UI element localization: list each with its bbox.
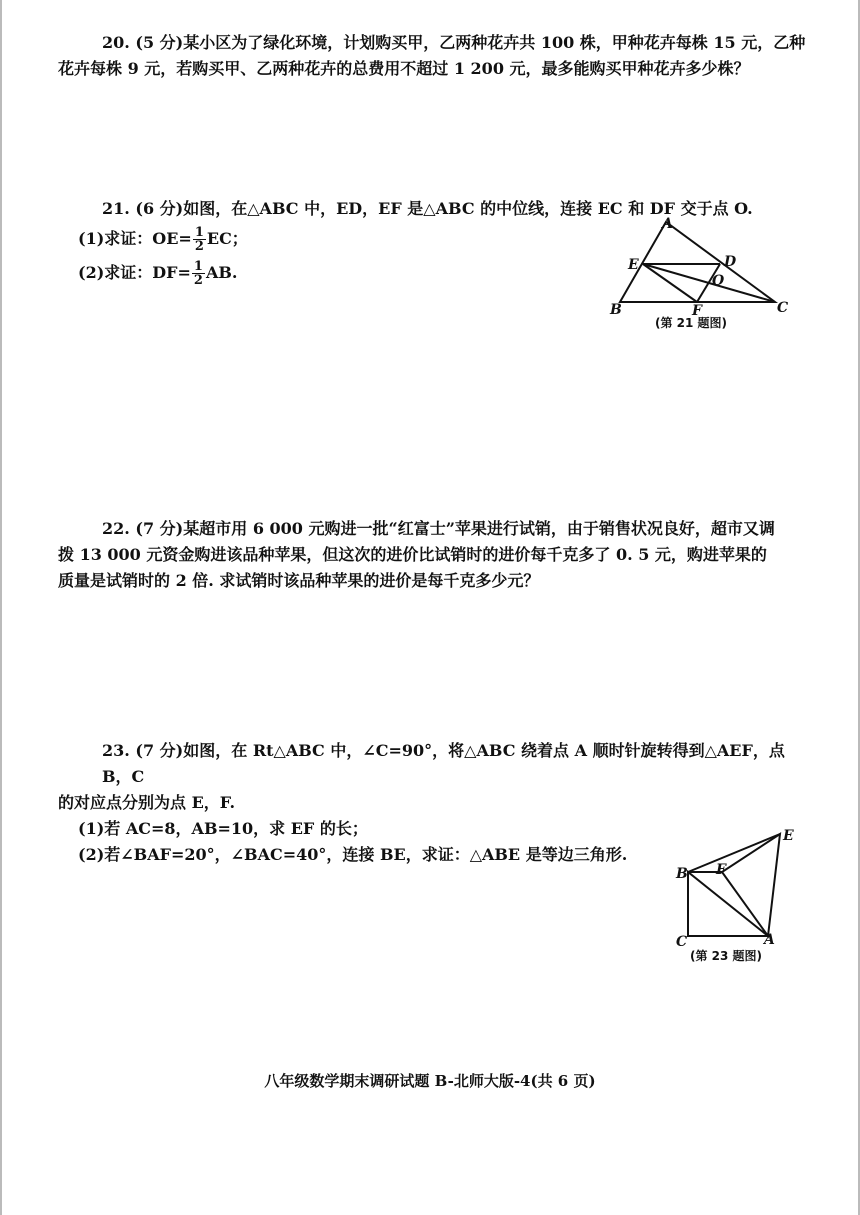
label-e: E [628, 257, 639, 273]
fraction-denominator: 2 [193, 272, 203, 288]
page-border-left [0, 0, 2, 1215]
label-a: A [662, 216, 673, 232]
figure-21-caption: (第 21 题图) [655, 316, 728, 330]
label-d: D [724, 254, 737, 270]
label-b: B [676, 866, 688, 882]
label-a: A [764, 932, 775, 948]
figure-23-caption: (第 23 题图) [690, 949, 763, 963]
q23-line2: 的对应点分别为点 E，F. [58, 793, 236, 812]
q21-part2-prefix: (2)求证：DF= [78, 263, 191, 282]
label-f: F [716, 862, 726, 878]
label-c: C [777, 300, 789, 316]
label-f: F [692, 303, 702, 319]
q22-line3: 质量是试销时的 2 倍. 求试销时该品种苹果的进价是每千克多少元？ [58, 571, 540, 590]
figure-23-rotation-diagram [670, 822, 800, 952]
q23-part2: (2)若∠BAF=20°，∠BAC=40°，连接 BE，求证：△ABE 是等边三角形. [78, 845, 628, 864]
segment-ef [643, 264, 697, 302]
label-e: E [783, 828, 794, 844]
fraction-one-half [192, 260, 205, 287]
segment-be [688, 834, 780, 872]
fraction-denominator: 2 [194, 238, 204, 254]
q22-line2: 拨 13 000 元资金购进该品种苹果，但这次的进价比试销时的进价每千克多了 0. 5 元，购进苹果的 [58, 545, 767, 564]
page-footer: 八年级数学期末调研试题 B-北师大版-4(共 6 页) [264, 1072, 596, 1090]
fraction-one-half [193, 226, 206, 253]
question-22 [58, 516, 818, 594]
q21-part1-prefix: (1)求证：OE= [78, 229, 192, 248]
label-o: O [712, 273, 725, 289]
q20-line1: 20. (5 分)某小区为了绿化环境，计划购买甲，乙两种花卉共 100 株，甲种花卉每株 15 元，乙种 [102, 33, 806, 52]
q23-line1: 23. (7 分)如图，在 Rt△ABC 中，∠C=90°，将△ABC 绕着点 A 顺时针旋转得到△AEF，点 B，C [102, 741, 785, 786]
fraction-numerator: 1 [194, 224, 204, 240]
triangle-abc [620, 222, 775, 302]
q21-part2-suffix: AB. [205, 263, 238, 282]
label-b: B [610, 302, 622, 318]
triangle-aef [722, 834, 780, 936]
q20-line2: 花卉每株 9 元，若购买甲、乙两种花卉的总费用不超过 1 200 元，最多能购买甲种花卉多少株？ [58, 59, 750, 78]
fraction-numerator: 1 [193, 258, 203, 274]
label-c: C [676, 934, 688, 950]
q21-stem: 21. (6 分)如图，在△ABC 中，ED，EF 是△ABC 的中位线，连接 EC 和 DF 交于点 O. [102, 199, 753, 218]
q23-part1: (1)若 AC=8，AB=10，求 EF 的长； [78, 819, 368, 838]
q21-part1-suffix: EC； [206, 229, 248, 248]
question-20 [58, 30, 818, 82]
q22-line1: 22. (7 分)某超市用 6 000 元购进一批“红富士”苹果进行试销，由于销售状况良好，超市又调 [102, 519, 775, 538]
figure-21-triangle-diagram [600, 212, 800, 322]
